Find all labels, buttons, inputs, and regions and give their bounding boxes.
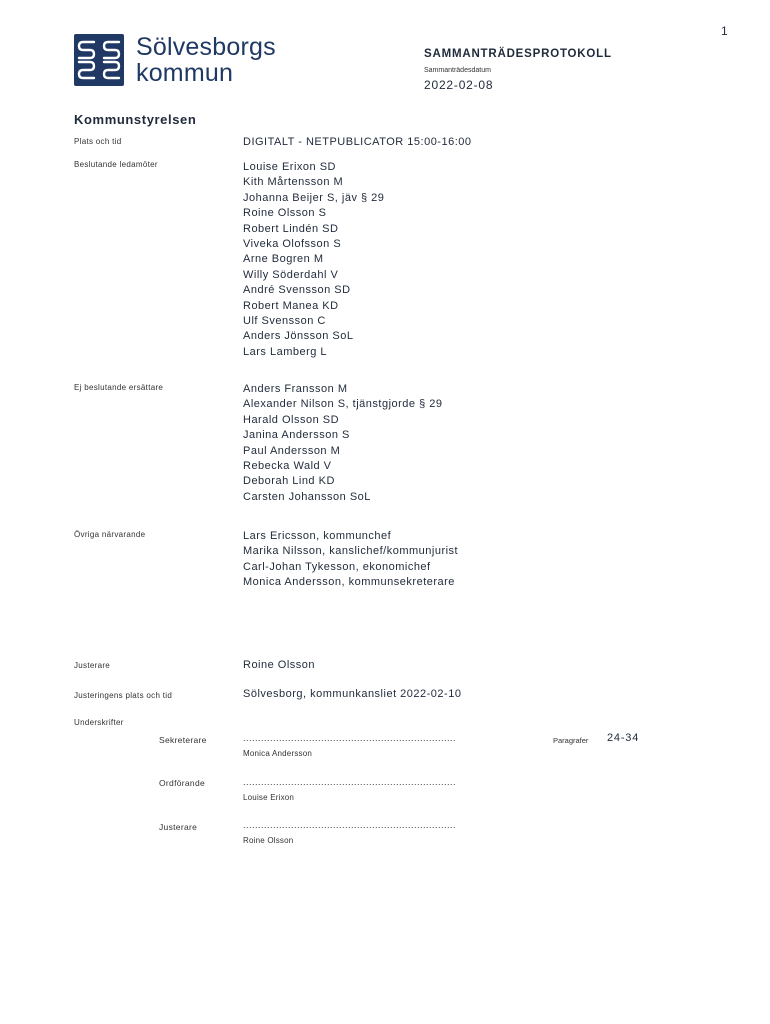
municipality-wordmark [136, 34, 276, 86]
paragraphs-value: 24-34 [607, 732, 640, 744]
list-item: Carsten Johansson SoL [243, 490, 371, 503]
signature-role-adjuster: Justerare [159, 822, 198, 832]
signature-role-secretary: Sekreterare [159, 735, 207, 745]
substitutes-list [243, 382, 443, 505]
signature-name-chair: Louise Erixon [243, 793, 295, 802]
list-item: Ulf Svensson C [243, 315, 326, 328]
signature-role-chair: Ordförande [159, 778, 205, 788]
adjustment-place-value: Sölvesborg, kommunkansliet 2022-02-10 [243, 688, 462, 700]
municipality-logo-icon [74, 34, 124, 86]
list-item: Willy Söderdahl V [243, 268, 339, 281]
list-item: André Svensson SD [243, 284, 351, 297]
adjustment-place-label: Justeringens plats och tid [74, 691, 173, 700]
list-item: Johanna Beijer S, jäv § 29 [243, 191, 385, 204]
list-item: Janina Andersson S [243, 429, 350, 442]
list-item: Viveka Olofsson S [243, 238, 342, 251]
list-item: Lars Ericsson, kommunchef [243, 530, 392, 542]
signature-line: ....................................................................... [243, 820, 457, 830]
adjuster-value: Roine Olsson [243, 659, 316, 671]
signature-name-adjuster: Roine Olsson [243, 836, 294, 845]
list-item: Monica Andersson, kommunsekreterare [243, 576, 455, 589]
substitutes-label: Ej beslutande ersättare [74, 383, 164, 392]
list-item: Robert Manea KD [243, 299, 339, 312]
list-item: Arne Bogren M [243, 253, 324, 266]
list-item: Marika Nilsson, kanslichef/kommunjurist [243, 545, 459, 558]
others-present-list [243, 529, 458, 591]
place-value: DIGITALT - NETPUBLICATOR 15:00-16:00 [243, 136, 472, 148]
list-item: Paul Andersson M [243, 444, 341, 457]
document-title: SAMMANTRÄDESPROTOKOLL [424, 48, 612, 60]
wordmark-line-2: kommun [136, 59, 234, 87]
list-item: Robert Lindén SD [243, 222, 339, 235]
place-label: Plats och tid [74, 137, 122, 146]
others-present-label: Övriga närvarande [74, 530, 146, 539]
date-value: 2022-02-08 [424, 78, 494, 92]
voting-members-list [243, 160, 384, 360]
signature-line: ....................................................................... [243, 733, 457, 743]
list-item: Louise Erixon SD [243, 161, 336, 173]
list-item: Alexander Nilson S, tjänstgjorde § 29 [243, 398, 443, 411]
list-item: Kith Mårtensson M [243, 176, 344, 189]
list-item: Anders Jönsson SoL [243, 330, 354, 343]
list-item: Harald Olsson SD [243, 413, 340, 426]
list-item: Carl-Johan Tykesson, ekonomichef [243, 560, 431, 573]
list-item: Anders Fransson M [243, 383, 348, 395]
paragraphs-label: Paragrafer [553, 736, 589, 745]
wordmark-line-1: Sölvesborgs [136, 33, 276, 61]
list-item: Roine Olsson S [243, 207, 327, 220]
adjuster-label: Justerare [74, 661, 111, 670]
list-item: Lars Lamberg L [243, 345, 328, 358]
signature-name-secretary: Monica Andersson [243, 749, 313, 758]
list-item: Deborah Lind KD [243, 475, 335, 488]
signatures-label: Underskrifter [74, 718, 124, 727]
voting-members-label: Beslutande ledamöter [74, 160, 158, 169]
list-item: Rebecka Wald V [243, 460, 332, 473]
page-number: 1 [721, 24, 728, 38]
signature-line: ....................................................................... [243, 777, 457, 787]
date-label: Sammanträdesdatum [424, 67, 491, 74]
organization-heading: Kommunstyrelsen [74, 112, 197, 127]
